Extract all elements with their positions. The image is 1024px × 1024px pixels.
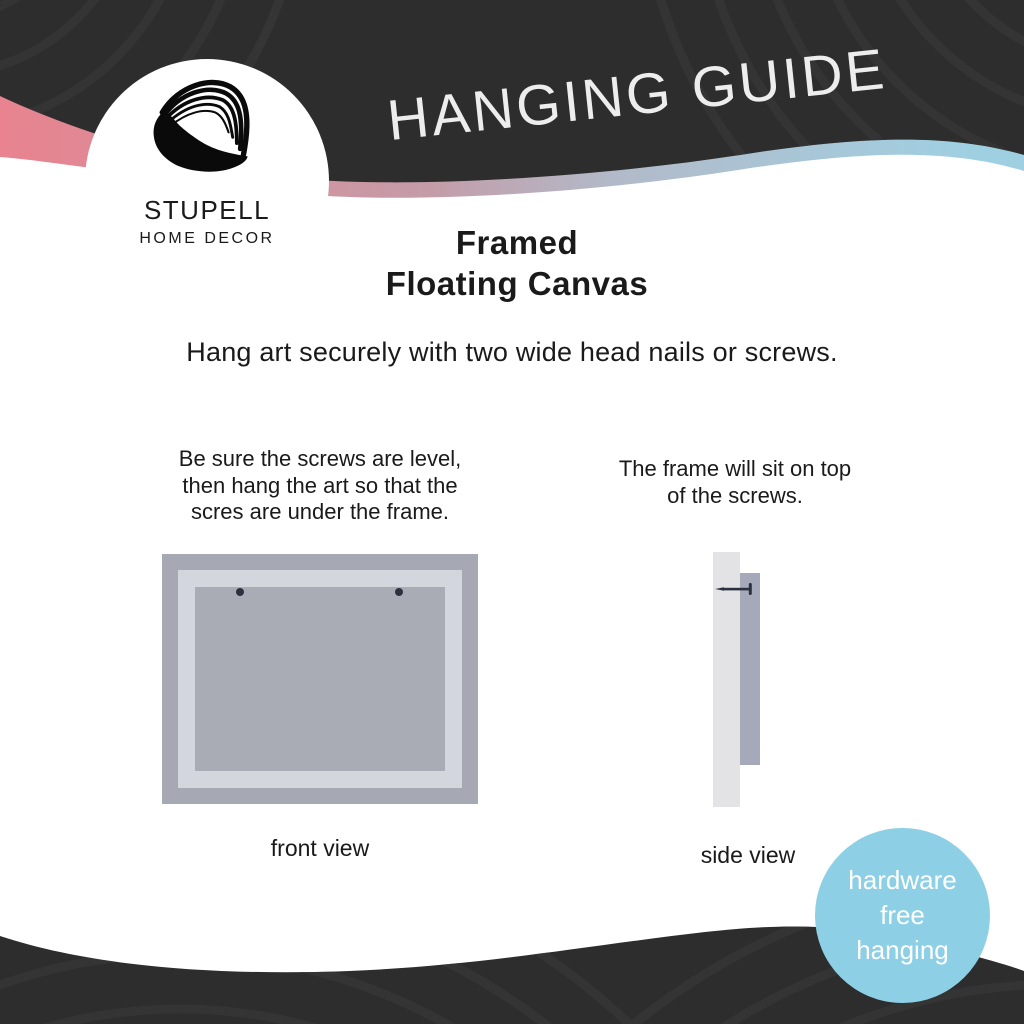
note-line: scres are under the frame.	[190, 499, 449, 524]
side-view-label: side view	[700, 842, 796, 868]
front-view-label: front view	[270, 835, 370, 861]
badge-text	[848, 863, 956, 968]
note-line: Be sure the screws are level,	[178, 446, 462, 471]
page-title: HANGING GUIDE	[384, 36, 890, 154]
product-title	[0, 222, 1024, 304]
front-view-note	[152, 446, 488, 526]
screw-dot-right	[395, 588, 403, 596]
screw-dot-left	[236, 588, 244, 596]
frame-mat	[178, 570, 462, 788]
note-line: The frame will sit on top	[618, 456, 852, 481]
frame-canvas	[195, 587, 445, 771]
front-view-diagram	[162, 554, 478, 804]
note-line: then hang the art so that the	[182, 472, 458, 498]
badge-line: hanging	[856, 935, 949, 965]
note-line: of the screws.	[667, 483, 803, 508]
badge-line: free	[880, 900, 925, 930]
stupell-s-icon	[149, 75, 265, 193]
main-instruction: Hang art securely with two wide head nails or screws.	[186, 337, 838, 367]
brand-tagline: HOME DECOR	[139, 230, 275, 247]
side-view-note	[585, 455, 885, 509]
hardware-free-badge	[815, 828, 990, 1003]
product-title-line: Framed	[455, 224, 579, 261]
product-title-line: Floating Canvas	[385, 265, 649, 302]
side-canvas-bar	[740, 573, 760, 765]
nail-icon	[714, 582, 754, 596]
brand-name: STUPELL	[143, 195, 271, 225]
badge-line: hardware	[848, 865, 957, 895]
